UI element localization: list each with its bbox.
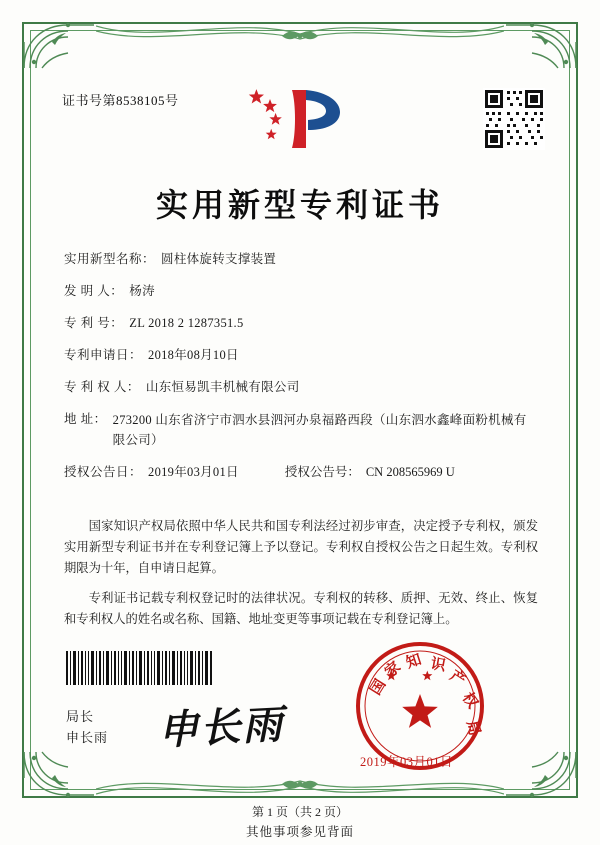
field-list (64, 250, 538, 495)
cnipa-logo-icon (246, 82, 350, 154)
signature-labels (66, 706, 108, 748)
field-value-address: 273200 山东省济宁市泗水县泗河办泉福路西段（山东泗水鑫峰面粉机械有限公司） (112, 413, 527, 447)
field-value-patent-no: ZL 2018 2 1287351.5 (129, 316, 244, 330)
svg-text:权: 权 (458, 690, 481, 712)
page-number: 第 1 页（共 2 页） (251, 805, 348, 819)
svg-text:国: 国 (367, 676, 390, 699)
director-name-label: 申长雨 (66, 730, 109, 745)
certificate-number: 证书号第8538105号 (62, 93, 179, 108)
svg-text:识: 识 (429, 656, 447, 675)
seal-date: 2019年03月01日 (360, 755, 454, 769)
field-label-grant-no: 授权公告号： (284, 465, 360, 479)
qr-code (483, 88, 545, 150)
field-row-application-date (64, 346, 538, 365)
paragraph-1: 国家知识产权局依照中华人民共和国专利法经过初步审查，决定授予专利权，颁发实用新型专利证书并在专利登记簿上予以登记。专利权自授权公告之日起生效。专利权期限为十年，自申请日起算。 (64, 519, 538, 575)
handwritten-signature: 申长雨 (157, 701, 286, 754)
field-label-application-date: 专利申请日： (64, 348, 143, 362)
field-row-inventor (64, 282, 538, 301)
paragraph-2: 专利证书记载专利权登记时的法律状况。专利权的转移、质押、无效、终止、恢复和专利权人的姓名或名称、国籍、地址变更等事项记载在专利登记簿上。 (64, 591, 538, 626)
field-row-grant (64, 463, 538, 482)
field-value-inventor: 杨涛 (129, 284, 155, 298)
page-title: 实用新型专利证书 (155, 187, 444, 223)
field-row-patentee (64, 378, 538, 397)
footnote: 其他事项参见背面 (245, 825, 354, 839)
field-row-name (64, 250, 538, 269)
field-value-application-date: 2018年08月10日 (148, 348, 239, 362)
body-text (64, 516, 538, 639)
director-title-label: 局长 (66, 709, 95, 724)
field-label-patentee: 专 利 权 人： (64, 380, 140, 394)
field-value-patentee: 山东恒易凯丰机械有限公司 (145, 380, 300, 394)
border-flourish-bottom (96, 772, 504, 798)
field-row-patent-no (64, 314, 538, 333)
svg-text:产: 产 (446, 667, 469, 690)
barcode (66, 651, 214, 685)
field-row-address (64, 410, 538, 450)
svg-text:家: 家 (382, 659, 405, 682)
svg-text:局: 局 (463, 719, 483, 738)
field-value-name: 圆柱体旋转支撑装置 (161, 252, 277, 266)
field-value-grant-no: CN 208565969 U (365, 465, 455, 479)
border-flourish-top (96, 22, 504, 48)
field-label-inventor: 发 明 人： (64, 284, 124, 298)
field-label-name: 实用新型名称： (64, 252, 156, 266)
field-value-grant-date: 2019年03月01日 (148, 465, 239, 479)
field-label-patent-no: 专 利 号： (64, 316, 124, 330)
field-label-grant-date: 授权公告日： (64, 465, 143, 479)
svg-text:知: 知 (404, 651, 424, 672)
field-label-address: 地 址： (64, 412, 107, 426)
